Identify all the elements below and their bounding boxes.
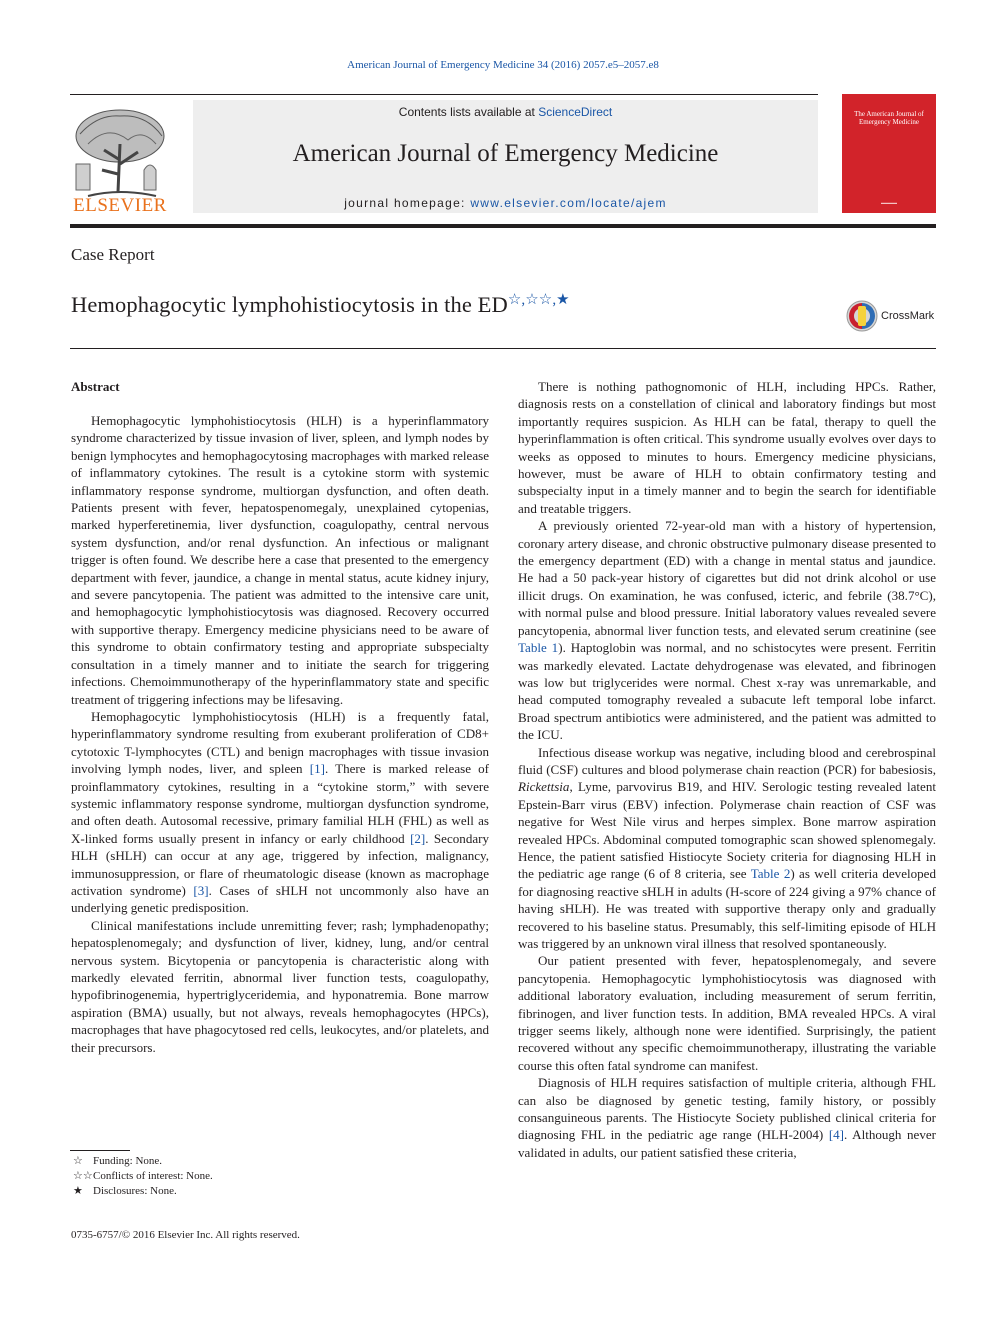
homepage-prefix: journal homepage: — [344, 196, 471, 210]
article-title — [71, 290, 570, 318]
footnote-funding — [73, 1154, 213, 1169]
reference-link-4[interactable]: [4] — [828, 1127, 845, 1143]
workup-text-a: Infectious disease workup was negative, including blood and cerebrospinal fluid (CSF) cultures and blood polymerase chain reaction (PCR) for babesiosis, — [518, 744, 936, 777]
title-footnote-marks[interactable]: ☆,☆☆,★ — [507, 292, 570, 308]
criteria-text-a: Diagnosis of HLH requires satisfaction of multiple criteria, although FHL can also be diagnosed by genetic testing, family history, or possibly consanguineous parents. The Histiocyte Society published clinical criteria for diagnosing FHL in the pediatric age range (HLH-2004) — [518, 1075, 936, 1143]
article-title-text: Hemophagocytic lymphohistiocytosis in the ED — [71, 292, 508, 317]
footnote-conflicts — [73, 1169, 213, 1184]
crossmark-badge[interactable] — [846, 300, 946, 336]
title-rule — [70, 348, 936, 349]
abstract-heading-wrap — [71, 378, 489, 412]
footnote-symbol: ☆☆ — [73, 1170, 93, 1182]
header-thick-rule — [70, 224, 936, 228]
journal-cover-thumbnail[interactable] — [842, 94, 936, 213]
intro-text-c: . Secondary HLH (sHLH) can occur at any age, triggered by infection, malignancy, immunosuppression, or flare of rheumatologic disease (known as macrophage activation syndrome) — [71, 830, 489, 898]
crossmark-label: CrossMark — [881, 310, 935, 322]
footnote-rule — [70, 1150, 130, 1151]
crossmark-icon — [846, 300, 878, 332]
journal-title: American Journal of Emergency Medicine — [292, 140, 719, 167]
homepage-link[interactable]: www.elsevier.com/locate/ajem — [470, 196, 667, 210]
diagnosis-paragraph: There is nothing pathognomonic of HLH, including HPCs. Rather, diagnosis rests on a constellation of clinical and laboratory findings but most importantly requires suspicion. As HLH can be fatal, therapy to quell the hyperinflammation is often critical. This syndrome usually evolves over days to weeks as opposed to minutes to hours. Emergency medicine physicians, however, must be aware of HLH to obtain confirmatory testing and subspecialty input in a timely manner and to begin the search for identifiable and treatable triggers. — [518, 379, 936, 516]
abstract-paragraph: Hemophagocytic lymphohistiocytosis (HLH) is a hyperinflammatory syndrome characterized by tissue invasion of liver, spleen, and lymph nodes by benign lymphocytes and hemophagocytosing macrophages with marked release of inflammatory cytokines. The result is a cytokine storm with systemic inflammatory response syndrome, multiorgan dysfunction, and often death. Patients present with fever, hepatospenomegaly, unexplained cytopenias, marked hyperferetinemia, liver dysfunction, coagulopathy, central nervous system dysfunction, and/or renal dysfunction. An infectious or malignant trigger is often found. We describe here a case that presented to the emergency department with fever, jaundice, a change in mental status, acute kidney injury, and severe pancytopenia. The patient was admitted to the intensive care unit, and hemophagocytic lymphohistiocytosis was diagnosed. Recovery occurred with supportive therapy. Emergency medicine physicians need to be aware of this syndrome to obtain confirmatory testing and appropriate subspecialty consultation in a timely manner and to initiate the search for triggering infections. Chemoimmunotherapy of the hyperinflammatory state and specific treatment of triggering infections may be lifesaving. — [71, 413, 489, 707]
footnote-disclosures — [73, 1184, 213, 1199]
table-2-link[interactable]: Table 2 — [750, 866, 791, 882]
reference-link-2[interactable]: [2] — [410, 830, 426, 846]
right-column — [518, 378, 936, 1161]
cover-title: The American Journal of Emergency Medicine — [854, 110, 924, 126]
journal-header-banner — [193, 100, 818, 213]
rickettsia-italic: Rickettsia — [518, 779, 570, 795]
footnote-text: Disclosures: None. — [93, 1185, 177, 1197]
copyright-line: 0735-6757/© 2016 Elsevier Inc. All rights reserved. — [71, 1229, 300, 1241]
elsevier-wordmark: ELSEVIER — [73, 195, 167, 216]
left-column — [71, 378, 489, 1056]
footnotes — [73, 1154, 213, 1199]
intro-text-a: Hemophagocytic lymphohistiocytosis (HLH) is a frequently fatal, hyperinflammatory syndrome resulting from exuberant proliferation of CD8+ cytotoxic T-lymphocytes (CTL) and benign macrophages with tissue invasion involving lymph nodes, liver, and spleen — [71, 708, 489, 777]
header-rule — [70, 94, 818, 95]
reference-link-1[interactable]: [1] — [309, 761, 325, 777]
table-1-link[interactable]: Table 1 — [518, 640, 559, 656]
footnote-symbol: ☆ — [73, 1155, 83, 1167]
criteria-text-b: . Although never validated in adults, our patient satisfied these criteria, — [518, 1127, 936, 1160]
sciencedirect-link[interactable]: ScienceDirect — [538, 105, 613, 119]
reference-link-3[interactable]: [3] — [193, 882, 209, 898]
footnote-text: Conflicts of interest: None. — [93, 1170, 213, 1182]
journal-homepage-line — [193, 196, 818, 210]
intro-paragraph — [71, 708, 489, 917]
article-type: Case Report — [71, 245, 155, 264]
footnote-text: Funding: None. — [93, 1155, 163, 1167]
intro-text-b: . There is marked release of proinflammatory cytokines, resulting in a “cytokine storm,” with severe systemic inflammatory response syndrome, multiorgan dysfunction syndrome, and often death. Autosomal recessive, primary familial HLH (FHL) as well as X-linked forms usually present in infancy or early childhood — [71, 761, 490, 846]
clinical-manifestations-paragraph: Clinical manifestations include unremitting fever; rash; lymphadenopathy; hepatosplenomegaly; and dysfunction of liver, kidney, lung, and/or central nervous system. Bicytopenia or pancytopenia is characteristic along with markedly elevated ferritin, abnormal liver function tests, coagulopathy, hypofibrinogenemia, hypertriglyceridemia, and hyponatremia. Bone marrow aspiration (BMA) usually, but not always, reveals hemophagocytes (HPCs), macrophages that have phagocytosed red cells, leukocytes, and/or platelets, and their precursors. — [71, 917, 489, 1055]
workup-text-c: ) as well criteria developed for diagnosing reactive sHLH in adults (H-score of 224 giving a 97% chance of having sHLH). He was treated with supportive therapy only and gradually recovered to his baseline status. Presumably, this self-limiting episode of HLH was triggered by an unknown viral illness that resolved spontaneously. — [518, 866, 936, 951]
journal-citation[interactable]: American Journal of Emergency Medicine 34 (2016) 2057.e5–2057.e8 — [347, 59, 659, 71]
abstract-heading: Abstract — [71, 379, 120, 394]
summary-paragraph: Our patient presented with fever, hepatosplenomegaly, and severe pancytopenia. Hemophagocytic lymphohistiocytosis was diagnosed with additional laboratory evaluation, including measurement of serum ferritin, fibrinogen, and liver function tests. In addition, BMA revealed HPCs. A viral trigger seems likely, although none were identified. Surprisingly, the patient recovered without any specific chemoimmunotherapy, illustrating the variable course this often fatal syndrome can manifest. — [518, 953, 936, 1073]
case-paragraph — [518, 517, 936, 743]
contents-line — [193, 105, 818, 119]
cover-footer-mark: ▬▬▬▬ — [881, 200, 897, 205]
criteria-paragraph — [518, 1074, 936, 1161]
intro-text-d: . Cases of sHLH not uncommonly also have an underlying genetic predisposition. — [71, 882, 489, 916]
footnote-symbol: ★ — [73, 1185, 83, 1197]
case-text-b: ). Haptoglobin was normal, and no schistocytes were present. Ferritin was markedly elevated. Lactate dehydrogenase was elevated, and fibrinogen was low but triglycerides were normal. Chest x-ray was unremarkable, and head computed tomography revealed a subacute left temporal lobe infarct. Broad spectrum antibiotics were administered, and the patient was admitted to the ICU. — [518, 640, 936, 743]
workup-paragraph — [518, 744, 936, 953]
case-text-a: A previously oriented 72-year-old man with a history of hypertension, coronary artery disease, and chronic obstructive pulmonary disease presented to the emergency department (ED) with a change in mental status and jaundice. He had a 50 pack-year history of cigarettes but did not drink alcohol or use illicit drugs. On examination, he was confused, icteric, and febrile (38.7°C), with normal pulse and blood pressure. Initial laboratory values revealed severe pancytopenia, abnormal liver function tests, and elevated serum creatinine (see — [518, 518, 936, 638]
contents-prefix: Contents lists available at — [398, 105, 539, 119]
workup-text-b: , Lyme, parvovirus B19, and HIV. Serologic testing revealed latent Epstein-Barr virus (EBV) infection. Polymerase chain reaction of CSF was negative for West Nile virus and herpes simplex. Bone marrow aspiration revealed HPCs. Abdominal computed tomographic scan showed splenomegaly. Hence, the patient satisfied Histiocyte Society criteria for diagnosing HLH in the pediatric age range (6 of 8 criteria, see — [518, 779, 936, 882]
